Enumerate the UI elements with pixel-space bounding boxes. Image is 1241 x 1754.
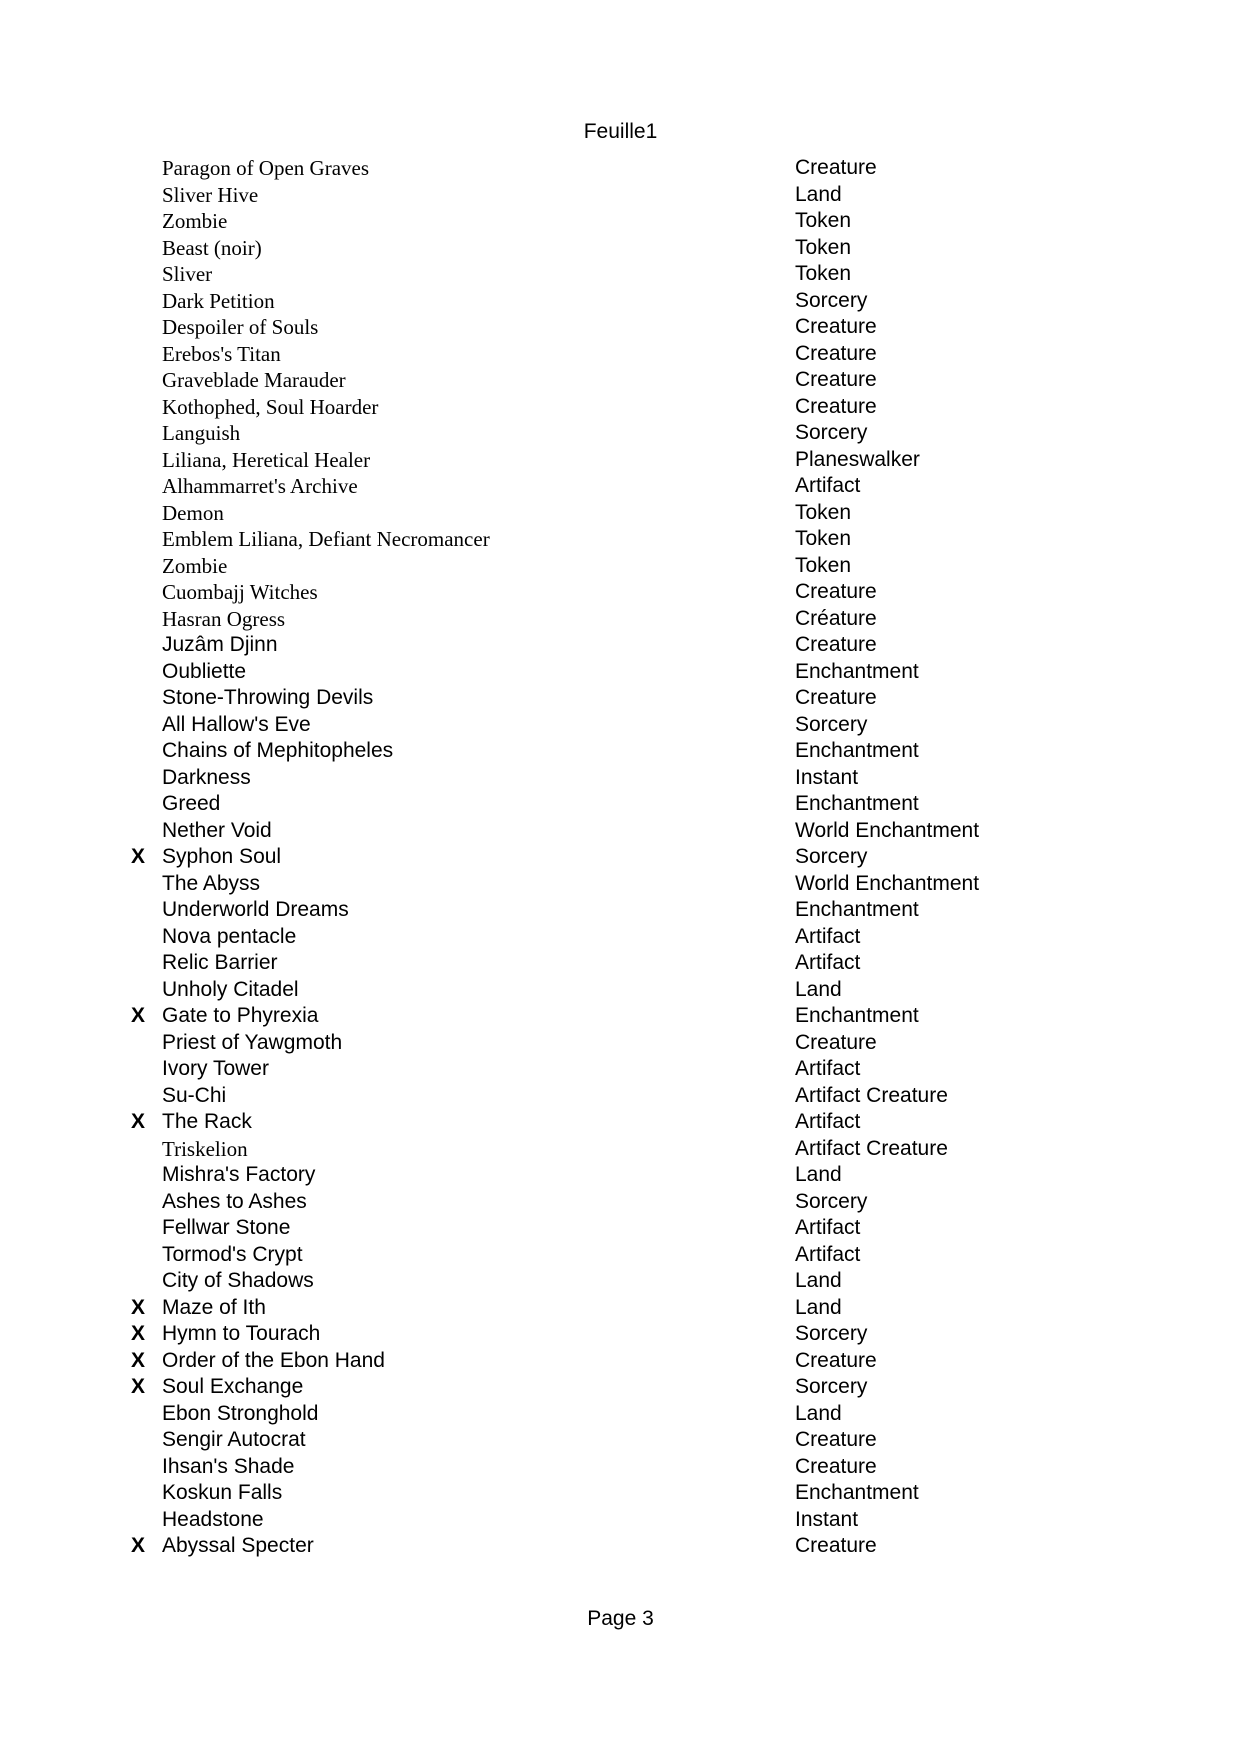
card-type: Sorcery bbox=[795, 421, 868, 444]
row-marker-x: X bbox=[131, 1348, 146, 1372]
card-name: Priest of Yawgmoth bbox=[162, 1030, 343, 1054]
card-row bbox=[0, 685, 1241, 712]
card-type: Token bbox=[795, 235, 852, 259]
card-row bbox=[0, 1454, 1241, 1481]
card-row bbox=[0, 394, 1241, 421]
card-type: Land bbox=[795, 1295, 842, 1319]
card-type: Token bbox=[795, 262, 852, 285]
card-name: Ebon Stronghold bbox=[162, 1401, 319, 1425]
card-row bbox=[0, 1507, 1241, 1534]
card-type: Land bbox=[795, 1269, 842, 1292]
card-type: Artifact bbox=[795, 474, 861, 497]
card-type: Land bbox=[795, 977, 842, 1001]
card-row bbox=[0, 818, 1241, 845]
card-type: Enchantment bbox=[795, 1004, 919, 1027]
card-type: Token bbox=[795, 209, 852, 232]
card-name: Emblem Liliana, Defiant Necromancer bbox=[162, 527, 490, 551]
card-row bbox=[0, 1162, 1241, 1189]
card-row bbox=[0, 1242, 1241, 1269]
card-name: Erebos's Titan bbox=[162, 341, 281, 366]
card-type: Token bbox=[795, 553, 852, 577]
card-name: Unholy Citadel bbox=[162, 977, 299, 1001]
card-row bbox=[0, 553, 1241, 580]
card-row bbox=[0, 765, 1241, 792]
card-type: Sorcery bbox=[795, 288, 868, 312]
card-row bbox=[0, 314, 1241, 341]
card-name: Underworld Dreams bbox=[162, 898, 349, 921]
card-type: Enchantment bbox=[795, 739, 919, 762]
card-name: Sliver Hive bbox=[162, 182, 259, 207]
card-name: Maze of Ith bbox=[162, 1295, 266, 1319]
card-row bbox=[0, 1427, 1241, 1454]
card-row bbox=[0, 1533, 1241, 1560]
card-row bbox=[0, 579, 1241, 606]
page-number: Page 3 bbox=[587, 1607, 654, 1630]
card-type: Creature bbox=[795, 1030, 877, 1054]
card-name: Juzâm Djinn bbox=[162, 633, 278, 656]
card-type: Enchantment bbox=[795, 1481, 919, 1504]
card-type: Creature bbox=[795, 341, 877, 365]
card-type: Artifact Creature bbox=[795, 1136, 948, 1160]
card-name: Fellwar Stone bbox=[162, 1216, 291, 1239]
card-name: Syphon Soul bbox=[162, 845, 282, 868]
card-name: Greed bbox=[162, 792, 221, 815]
card-name: Su-Chi bbox=[162, 1083, 227, 1107]
card-type: Creature bbox=[795, 368, 877, 391]
card-type: Token bbox=[795, 527, 852, 550]
card-type: Creature bbox=[795, 686, 877, 709]
card-row bbox=[0, 1401, 1241, 1428]
card-name: Ivory Tower bbox=[162, 1057, 269, 1080]
card-row bbox=[0, 1480, 1241, 1507]
card-type: Land bbox=[795, 1401, 842, 1425]
card-name: Sengir Autocrat bbox=[162, 1428, 306, 1451]
card-row bbox=[0, 1109, 1241, 1136]
card-name: Kothophed, Soul Hoarder bbox=[162, 394, 379, 419]
card-name: Despoiler of Souls bbox=[162, 315, 319, 339]
card-row bbox=[0, 844, 1241, 871]
card-type: Creature bbox=[795, 1534, 877, 1557]
card-type: Sorcery bbox=[795, 712, 868, 736]
card-type: Créature bbox=[795, 606, 877, 630]
card-row bbox=[0, 712, 1241, 739]
card-type: Artifact bbox=[795, 1110, 861, 1133]
card-name: The Abyss bbox=[162, 871, 261, 895]
card-row bbox=[0, 659, 1241, 686]
card-row bbox=[0, 897, 1241, 924]
card-type: Creature bbox=[795, 315, 877, 338]
card-name: Paragon of Open Graves bbox=[162, 156, 370, 180]
card-row bbox=[0, 606, 1241, 633]
card-row bbox=[0, 182, 1241, 209]
card-row bbox=[0, 526, 1241, 553]
card-name: Ashes to Ashes bbox=[162, 1189, 307, 1213]
card-type: Sorcery bbox=[795, 1189, 868, 1213]
card-name: Liliana, Heretical Healer bbox=[162, 447, 371, 472]
card-type: Instant bbox=[795, 765, 859, 789]
card-type: Enchantment bbox=[795, 659, 919, 683]
card-name: Dark Petition bbox=[162, 288, 275, 313]
card-row bbox=[0, 235, 1241, 262]
card-type: Enchantment bbox=[795, 792, 919, 815]
card-row bbox=[0, 1215, 1241, 1242]
card-type: Planeswalker bbox=[795, 447, 920, 471]
card-name: Soul Exchange bbox=[162, 1375, 304, 1398]
card-row bbox=[0, 1374, 1241, 1401]
card-name: Zombie bbox=[162, 209, 228, 233]
row-marker-x: X bbox=[131, 1534, 146, 1557]
card-name: Beast (noir) bbox=[162, 235, 262, 260]
card-name: Ihsan's Shade bbox=[162, 1454, 295, 1478]
card-name: Demon bbox=[162, 500, 224, 525]
card-name: Hasran Ogress bbox=[162, 606, 286, 631]
card-type: Creature bbox=[795, 580, 877, 603]
card-type: Artifact bbox=[795, 1242, 861, 1266]
sheet-title: Feuille1 bbox=[583, 120, 658, 143]
card-name: The Rack bbox=[162, 1110, 252, 1133]
card-name: Gate to Phyrexia bbox=[162, 1004, 319, 1027]
card-name: Zombie bbox=[162, 553, 228, 578]
card-type: Artifact bbox=[795, 1057, 861, 1080]
card-row bbox=[0, 261, 1241, 288]
card-name: Abyssal Specter bbox=[162, 1534, 314, 1557]
card-name: Mishra's Factory bbox=[162, 1163, 316, 1186]
card-type: World Enchantment bbox=[795, 818, 980, 842]
card-type: Artifact bbox=[795, 951, 861, 974]
card-type: Token bbox=[795, 500, 852, 524]
card-type: Artifact Creature bbox=[795, 1083, 948, 1107]
card-row bbox=[0, 1295, 1241, 1322]
card-row bbox=[0, 447, 1241, 474]
card-name: Chains of Mephitopheles bbox=[162, 739, 394, 762]
card-type: Land bbox=[795, 1163, 842, 1186]
card-list bbox=[0, 155, 1241, 1560]
card-type: Sorcery bbox=[795, 1375, 868, 1398]
card-name: Alhammarret's Archive bbox=[162, 474, 358, 498]
card-row bbox=[0, 1003, 1241, 1030]
card-type: World Enchantment bbox=[795, 871, 980, 895]
row-marker-x: X bbox=[131, 1110, 146, 1133]
card-row bbox=[0, 1083, 1241, 1110]
card-name: Hymn to Tourach bbox=[162, 1322, 321, 1345]
card-row bbox=[0, 977, 1241, 1004]
card-row bbox=[0, 1136, 1241, 1163]
card-row bbox=[0, 473, 1241, 500]
card-type: Instant bbox=[795, 1507, 859, 1531]
card-type: Creature bbox=[795, 1454, 877, 1478]
card-row bbox=[0, 1321, 1241, 1348]
card-type: Land bbox=[795, 182, 842, 206]
card-type: Artifact bbox=[795, 1216, 861, 1239]
card-type: Sorcery bbox=[795, 845, 868, 868]
card-name: Cuombajj Witches bbox=[162, 580, 318, 604]
card-name: Darkness bbox=[162, 765, 251, 789]
card-type: Creature bbox=[795, 394, 877, 418]
card-type: Artifact bbox=[795, 924, 861, 948]
card-name: Relic Barrier bbox=[162, 951, 278, 974]
card-name: Sliver bbox=[162, 262, 213, 286]
card-row bbox=[0, 155, 1241, 182]
card-name: Stone-Throwing Devils bbox=[162, 686, 374, 709]
card-row bbox=[0, 208, 1241, 235]
card-row bbox=[0, 1189, 1241, 1216]
card-row bbox=[0, 632, 1241, 659]
card-row bbox=[0, 288, 1241, 315]
card-name: City of Shadows bbox=[162, 1269, 314, 1292]
card-row bbox=[0, 1268, 1241, 1295]
row-marker-x: X bbox=[131, 1295, 146, 1319]
card-name: Graveblade Marauder bbox=[162, 368, 346, 392]
row-marker-x: X bbox=[131, 1375, 146, 1398]
card-row bbox=[0, 871, 1241, 898]
card-type: Creature bbox=[795, 1348, 877, 1372]
card-row bbox=[0, 1030, 1241, 1057]
card-name: All Hallow's Eve bbox=[162, 712, 311, 736]
card-row bbox=[0, 738, 1241, 765]
card-row bbox=[0, 500, 1241, 527]
card-type: Sorcery bbox=[795, 1322, 868, 1345]
card-type: Enchantment bbox=[795, 898, 919, 921]
card-row bbox=[0, 950, 1241, 977]
card-name: Oubliette bbox=[162, 659, 247, 683]
card-row bbox=[0, 924, 1241, 951]
card-name: Triskelion bbox=[162, 1136, 248, 1161]
row-marker-x: X bbox=[131, 1004, 146, 1027]
card-name: Nether Void bbox=[162, 818, 272, 842]
card-row bbox=[0, 1056, 1241, 1083]
card-name: Headstone bbox=[162, 1507, 264, 1531]
row-marker-x: X bbox=[131, 1322, 146, 1345]
card-name: Languish bbox=[162, 421, 241, 445]
card-name: Order of the Ebon Hand bbox=[162, 1348, 385, 1372]
card-name: Koskun Falls bbox=[162, 1481, 283, 1504]
card-row bbox=[0, 1348, 1241, 1375]
card-row bbox=[0, 420, 1241, 447]
card-row bbox=[0, 791, 1241, 818]
card-name: Tormod's Crypt bbox=[162, 1242, 303, 1266]
card-type: Creature bbox=[795, 633, 877, 656]
card-type: Creature bbox=[795, 156, 877, 179]
row-marker-x: X bbox=[131, 845, 146, 868]
card-type: Creature bbox=[795, 1428, 877, 1451]
card-row bbox=[0, 341, 1241, 368]
card-row bbox=[0, 367, 1241, 394]
card-name: Nova pentacle bbox=[162, 924, 297, 948]
